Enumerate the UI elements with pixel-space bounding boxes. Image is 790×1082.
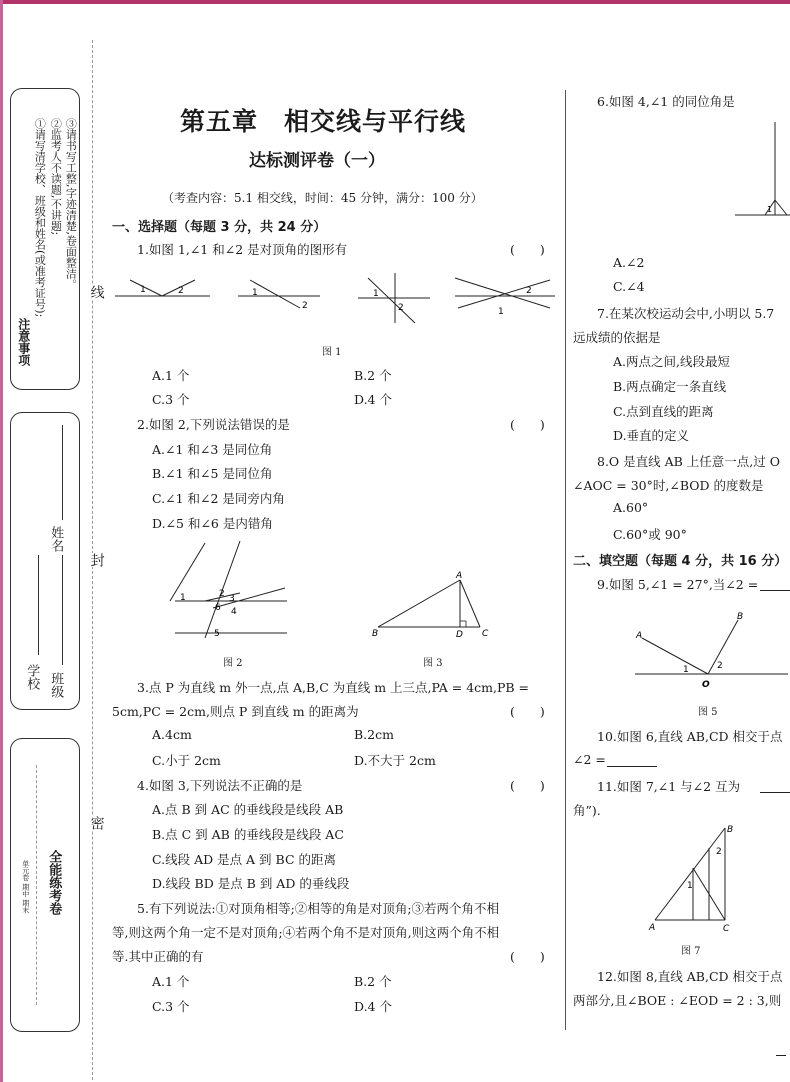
class-line (62, 555, 63, 665)
notice-item-3: ③请书写工整,字迹清楚,卷面整洁。 (64, 118, 78, 290)
fig3-label-a: A (456, 571, 463, 581)
fig2-label-6: 6 (215, 603, 221, 613)
q1-option-a[interactable]: A.1 个 (152, 368, 190, 383)
q10-stem-line2: ∠2 = (573, 752, 606, 767)
q3-stem-line1: 3.点 P 为直线 m 外一点,点 A,B,C 为直线 m 上三点,PA = 4cm,PB = (137, 680, 530, 695)
q3-paren: ( ) (510, 704, 545, 719)
q5-paren: ( ) (510, 949, 545, 964)
seal-mi: 密 (86, 816, 106, 830)
q7-stem-line1: 7.在某次校运动会中,小明以 5.7 (597, 306, 775, 321)
q5-stem-line3: 等.其中正确的有 (112, 949, 204, 964)
q10-blank[interactable] (607, 766, 657, 767)
section2-title: 二、填空题（每题 4 分，共 16 分） (573, 554, 788, 569)
q4-option-d[interactable]: D.线段 BD 是点 B 到 AD 的垂线段 (152, 876, 350, 891)
figure-5 (630, 608, 790, 688)
brand-small: 单元卷 期中 期末 (21, 860, 30, 914)
figure-3 (370, 570, 500, 645)
fig1-b (238, 280, 320, 311)
fig7-caption: 图 7 (681, 946, 701, 957)
q2-option-d[interactable]: D.∠5 和∠6 是内错角 (152, 516, 273, 531)
q4-option-b[interactable]: B.点 C 到 AB 的垂线段是线段 AC (152, 827, 344, 842)
fig5-label-2: 2 (717, 661, 723, 671)
page-subtitle: 达标测评卷（一） (249, 151, 385, 171)
q4-stem: 4.如图 3,下列说法不正确的是 (137, 778, 303, 793)
q9-stem: 9.如图 5,∠1 = 27°,当∠2 = (597, 577, 759, 592)
fig7-label-c: C (723, 924, 730, 934)
q4-option-a[interactable]: A.点 B 到 AC 的垂线段是线段 AB (152, 802, 344, 817)
q3-option-d[interactable]: D.不大于 2cm (354, 753, 436, 768)
fig7-label-b: B (727, 825, 734, 835)
q2-option-b[interactable]: B.∠1 和∠5 是同位角 (152, 466, 273, 481)
fig3-label-c: C (482, 629, 489, 639)
name-line (62, 425, 63, 520)
q7-option-a[interactable]: A.两点之间,线段最短 (613, 354, 730, 369)
fig7-label-1: 1 (687, 881, 693, 891)
q7-stem-line2: 远成绩的依据是 (573, 330, 661, 345)
q1-option-b[interactable]: B.2 个 (354, 368, 392, 383)
fig5-label-b: B (737, 612, 744, 622)
q9-blank[interactable] (760, 590, 790, 591)
q2-stem: 2.如图 2,下列说法错误的是 (137, 417, 290, 432)
fig5-label-1: 1 (683, 665, 689, 675)
student-info-box (10, 412, 80, 710)
fig2-label-4: 4 (231, 607, 237, 617)
q2-option-a[interactable]: A.∠1 和∠3 是同位角 (152, 442, 273, 457)
fig1-c (358, 273, 430, 323)
fig1-b-label-1: 1 (252, 288, 258, 298)
left-border (0, 0, 3, 1082)
page-corner-mark (776, 1055, 786, 1056)
q2-paren: ( ) (510, 417, 545, 432)
fig1-a-label-1: 1 (140, 285, 146, 295)
q7-option-b[interactable]: B.两点确定一条直线 (613, 379, 727, 394)
q8-stem-line1: 8.O 是直线 AB 上任意一点,过 O (597, 454, 781, 469)
page-title: 第五章 相交线与平行线 (180, 107, 467, 136)
top-border (0, 0, 790, 4)
q11-stem-line2: 角”). (573, 803, 601, 818)
fig2-label-2: 2 (219, 589, 225, 599)
q2-fig3-caption: 图 3 (423, 658, 443, 669)
q12-stem-line2: 两部分,且∠BOE : ∠EOD = 2 : 3,则 (573, 993, 782, 1008)
q5-stem-line1: 5.有下列说法:①对顶角相等;②相等的角是对顶角;③若两个角不相 (137, 901, 500, 916)
fig5-label-o: O (702, 680, 710, 688)
fig1-d-label-1: 1 (498, 307, 504, 317)
school-line (38, 555, 39, 655)
q6-stem: 6.如图 4,∠1 的同位角是 (597, 94, 735, 109)
q10-stem-line1: 10.如图 6,直线 AB,CD 相交于点 (597, 729, 783, 744)
school-label: 学校 (24, 664, 40, 690)
fig2-label-5: 5 (214, 629, 220, 639)
figure-1 (110, 268, 560, 328)
q3-stem-line2: 5cm,PC = 2cm,则点 P 到直线 m 的距离为 (112, 704, 359, 719)
class-label: 班级 (48, 672, 64, 698)
exam-info: （考查内容：5.1 相交线，时间：45 分钟，满分：100 分） (162, 191, 483, 205)
notice-title: 注意事项 (16, 318, 31, 366)
q2-option-c[interactable]: C.∠1 和∠2 是同旁内角 (152, 491, 285, 506)
q3-option-a[interactable]: A.4cm (152, 727, 192, 742)
fig3-label-b: B (372, 629, 379, 639)
figure-2 (165, 538, 295, 648)
fig2-label-3: 3 (229, 594, 235, 604)
q8-option-c[interactable]: C.60°或 90° (613, 527, 687, 542)
q5-option-b[interactable]: B.2 个 (354, 974, 392, 989)
q3-option-c[interactable]: C.小于 2cm (152, 753, 221, 768)
fig1-d-label-2: 2 (526, 286, 532, 296)
fig3-label-d: D (456, 630, 463, 640)
q1-fig-caption: 图 1 (322, 347, 342, 358)
fig1-a-label-2: 2 (178, 286, 184, 296)
q4-paren: ( ) (510, 778, 545, 793)
q6-option-a[interactable]: A.∠2 (613, 255, 645, 270)
fig1-c-label-1: 1 (373, 289, 379, 299)
brand-dash-left (36, 765, 37, 1005)
fig4-label-1: 1 (767, 205, 773, 214)
fig7-label-a: A (649, 923, 656, 933)
brand-title: 全能练考卷 (46, 850, 62, 915)
q5-option-d[interactable]: D.4 个 (354, 999, 392, 1014)
q8-stem-line2: ∠AOC = 30°时,∠BOD 的度数是 (573, 478, 764, 493)
notice-item-2: ②监考人不读题,不讲题; (49, 118, 63, 236)
notice-item-1: ①请写清学校、班级和姓名(或准考证号); (33, 118, 47, 318)
q5-option-a[interactable]: A.1 个 (152, 974, 190, 989)
q6-option-c[interactable]: C.∠4 (613, 279, 645, 294)
q2-fig2-caption: 图 2 (223, 658, 243, 669)
q1-stem: 1.如图 1,∠1 和∠2 是对顶角的图形有 (137, 242, 348, 257)
q3-option-b[interactable]: B.2cm (354, 727, 394, 742)
q1-option-c[interactable]: C.3 个 (152, 392, 190, 407)
q1-paren: ( ) (510, 242, 545, 257)
q8-option-a[interactable]: A.60° (613, 500, 649, 515)
name-label: 姓名 (48, 526, 64, 552)
fig1-c-label-2: 2 (398, 303, 404, 313)
fig1-b-label-2: 2 (302, 301, 308, 311)
section1-title: 一、选择题（每题 3 分，共 24 分） (112, 220, 327, 235)
figure-4 (735, 120, 790, 245)
q1-option-d[interactable]: D.4 个 (354, 392, 392, 407)
seal-xian: 线 (86, 285, 106, 299)
fig1-a (115, 280, 210, 296)
q11-blank[interactable] (760, 792, 790, 793)
fig2-label-1: 1 (180, 593, 186, 603)
fig1-d (455, 278, 555, 317)
q7-option-c[interactable]: C.点到直线的距离 (613, 404, 714, 419)
seal-feng: 封 (86, 553, 106, 567)
q11-stem-line1: 11.如图 7,∠1 与∠2 互为 (597, 779, 741, 794)
fig5-label-a: A (636, 631, 643, 641)
column-divider (565, 90, 566, 1030)
q7-option-d[interactable]: D.垂直的定义 (613, 428, 690, 443)
q5-stem-line2: 等,则这两个角一定不是对顶角;④若两个角不是对顶角,则这两个角不相 (112, 925, 500, 940)
figure-7 (645, 820, 745, 935)
q4-option-c[interactable]: C.线段 AD 是点 A 到 BC 的距离 (152, 852, 336, 867)
q12-stem-line1: 12.如图 8,直线 AB,CD 相交于点 (597, 969, 783, 984)
fig5-caption: 图 5 (698, 707, 718, 718)
q5-option-c[interactable]: C.3 个 (152, 999, 190, 1014)
fig7-label-2: 2 (716, 847, 722, 857)
